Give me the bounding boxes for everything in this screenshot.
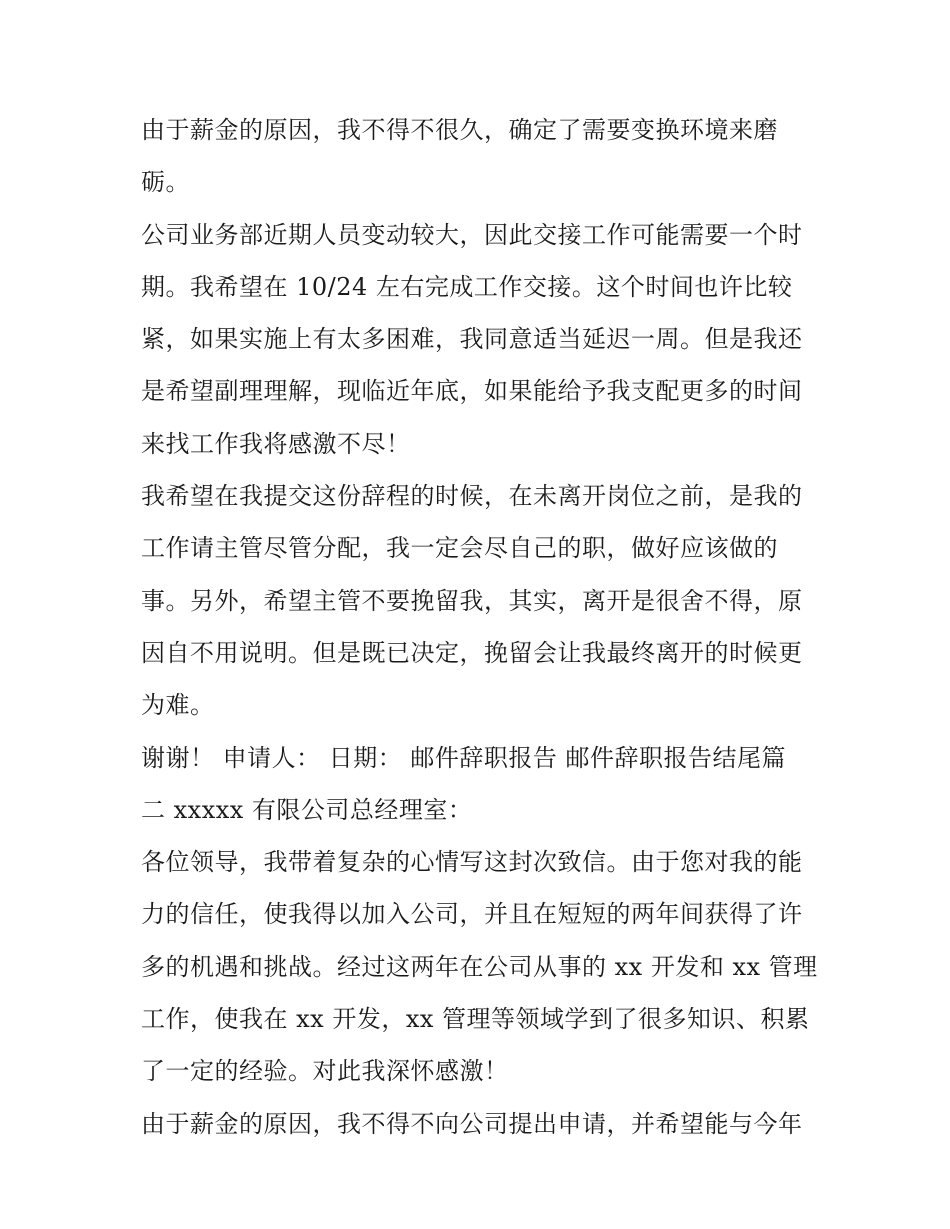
text-line: 是希望副理理解，现临近年底，如果能给予我支配更多的时间 [141, 377, 803, 406]
text-line: 二 xxxxx 有限公司总经理室： [141, 795, 473, 824]
document-body [141, 104, 821, 1150]
text-line: 砺。 [141, 168, 190, 197]
text-line: 多的机遇和挑战。经过这两年在公司从事的 xx 开发和 xx 管理 [141, 952, 818, 981]
text-line: 公司业务部近期人员变动较大，因此交接工作可能需要一个时 [141, 220, 803, 249]
text-line: 各位领导，我带着复杂的心情写这封次致信。由于您对我的能 [141, 848, 803, 877]
text-line: 工作请主管尽管分配，我一定会尽自己的职，做好应该做的 [141, 534, 778, 563]
text-line: 紧，如果实施上有太多困难，我同意适当延迟一周。但是我还 [141, 325, 803, 354]
text-line: 由于薪金的原因，我不得不向公司提出申请，并希望能与今年 [141, 1109, 803, 1138]
text-line: 因自不用说明。但是既已决定，挽留会让我最终离开的时候更 [141, 638, 803, 667]
text-line: 谢谢！ 申请人： 日期： 邮件辞职报告 邮件辞职报告结尾篇 [141, 743, 787, 772]
text-line: 我希望在我提交这份辞程的时候，在未离开岗位之前，是我的 [141, 482, 803, 511]
text-line: 为难。 [141, 691, 215, 720]
text-line: 工作，使我在 xx 开发，xx 管理等领域学到了很多知识、积累 [141, 1005, 810, 1034]
text-line: 来找工作我将感激不尽！ [141, 429, 411, 458]
text-line: 事。另外，希望主管不要挽留我，其实，离开是很舍不得，原 [141, 586, 803, 615]
text-line: 由于薪金的原因，我不得不很久，确定了需要变换环境来磨 [141, 116, 778, 144]
text-line: 力的信任，使我得以加入公司，并且在短短的两年间获得了许 [141, 900, 803, 929]
text-line: 了一定的经验。对此我深怀感激！ [141, 1057, 509, 1086]
text-line: 期。我希望在 10/24 左右完成工作交接。这个时间也许比较 [141, 272, 793, 301]
